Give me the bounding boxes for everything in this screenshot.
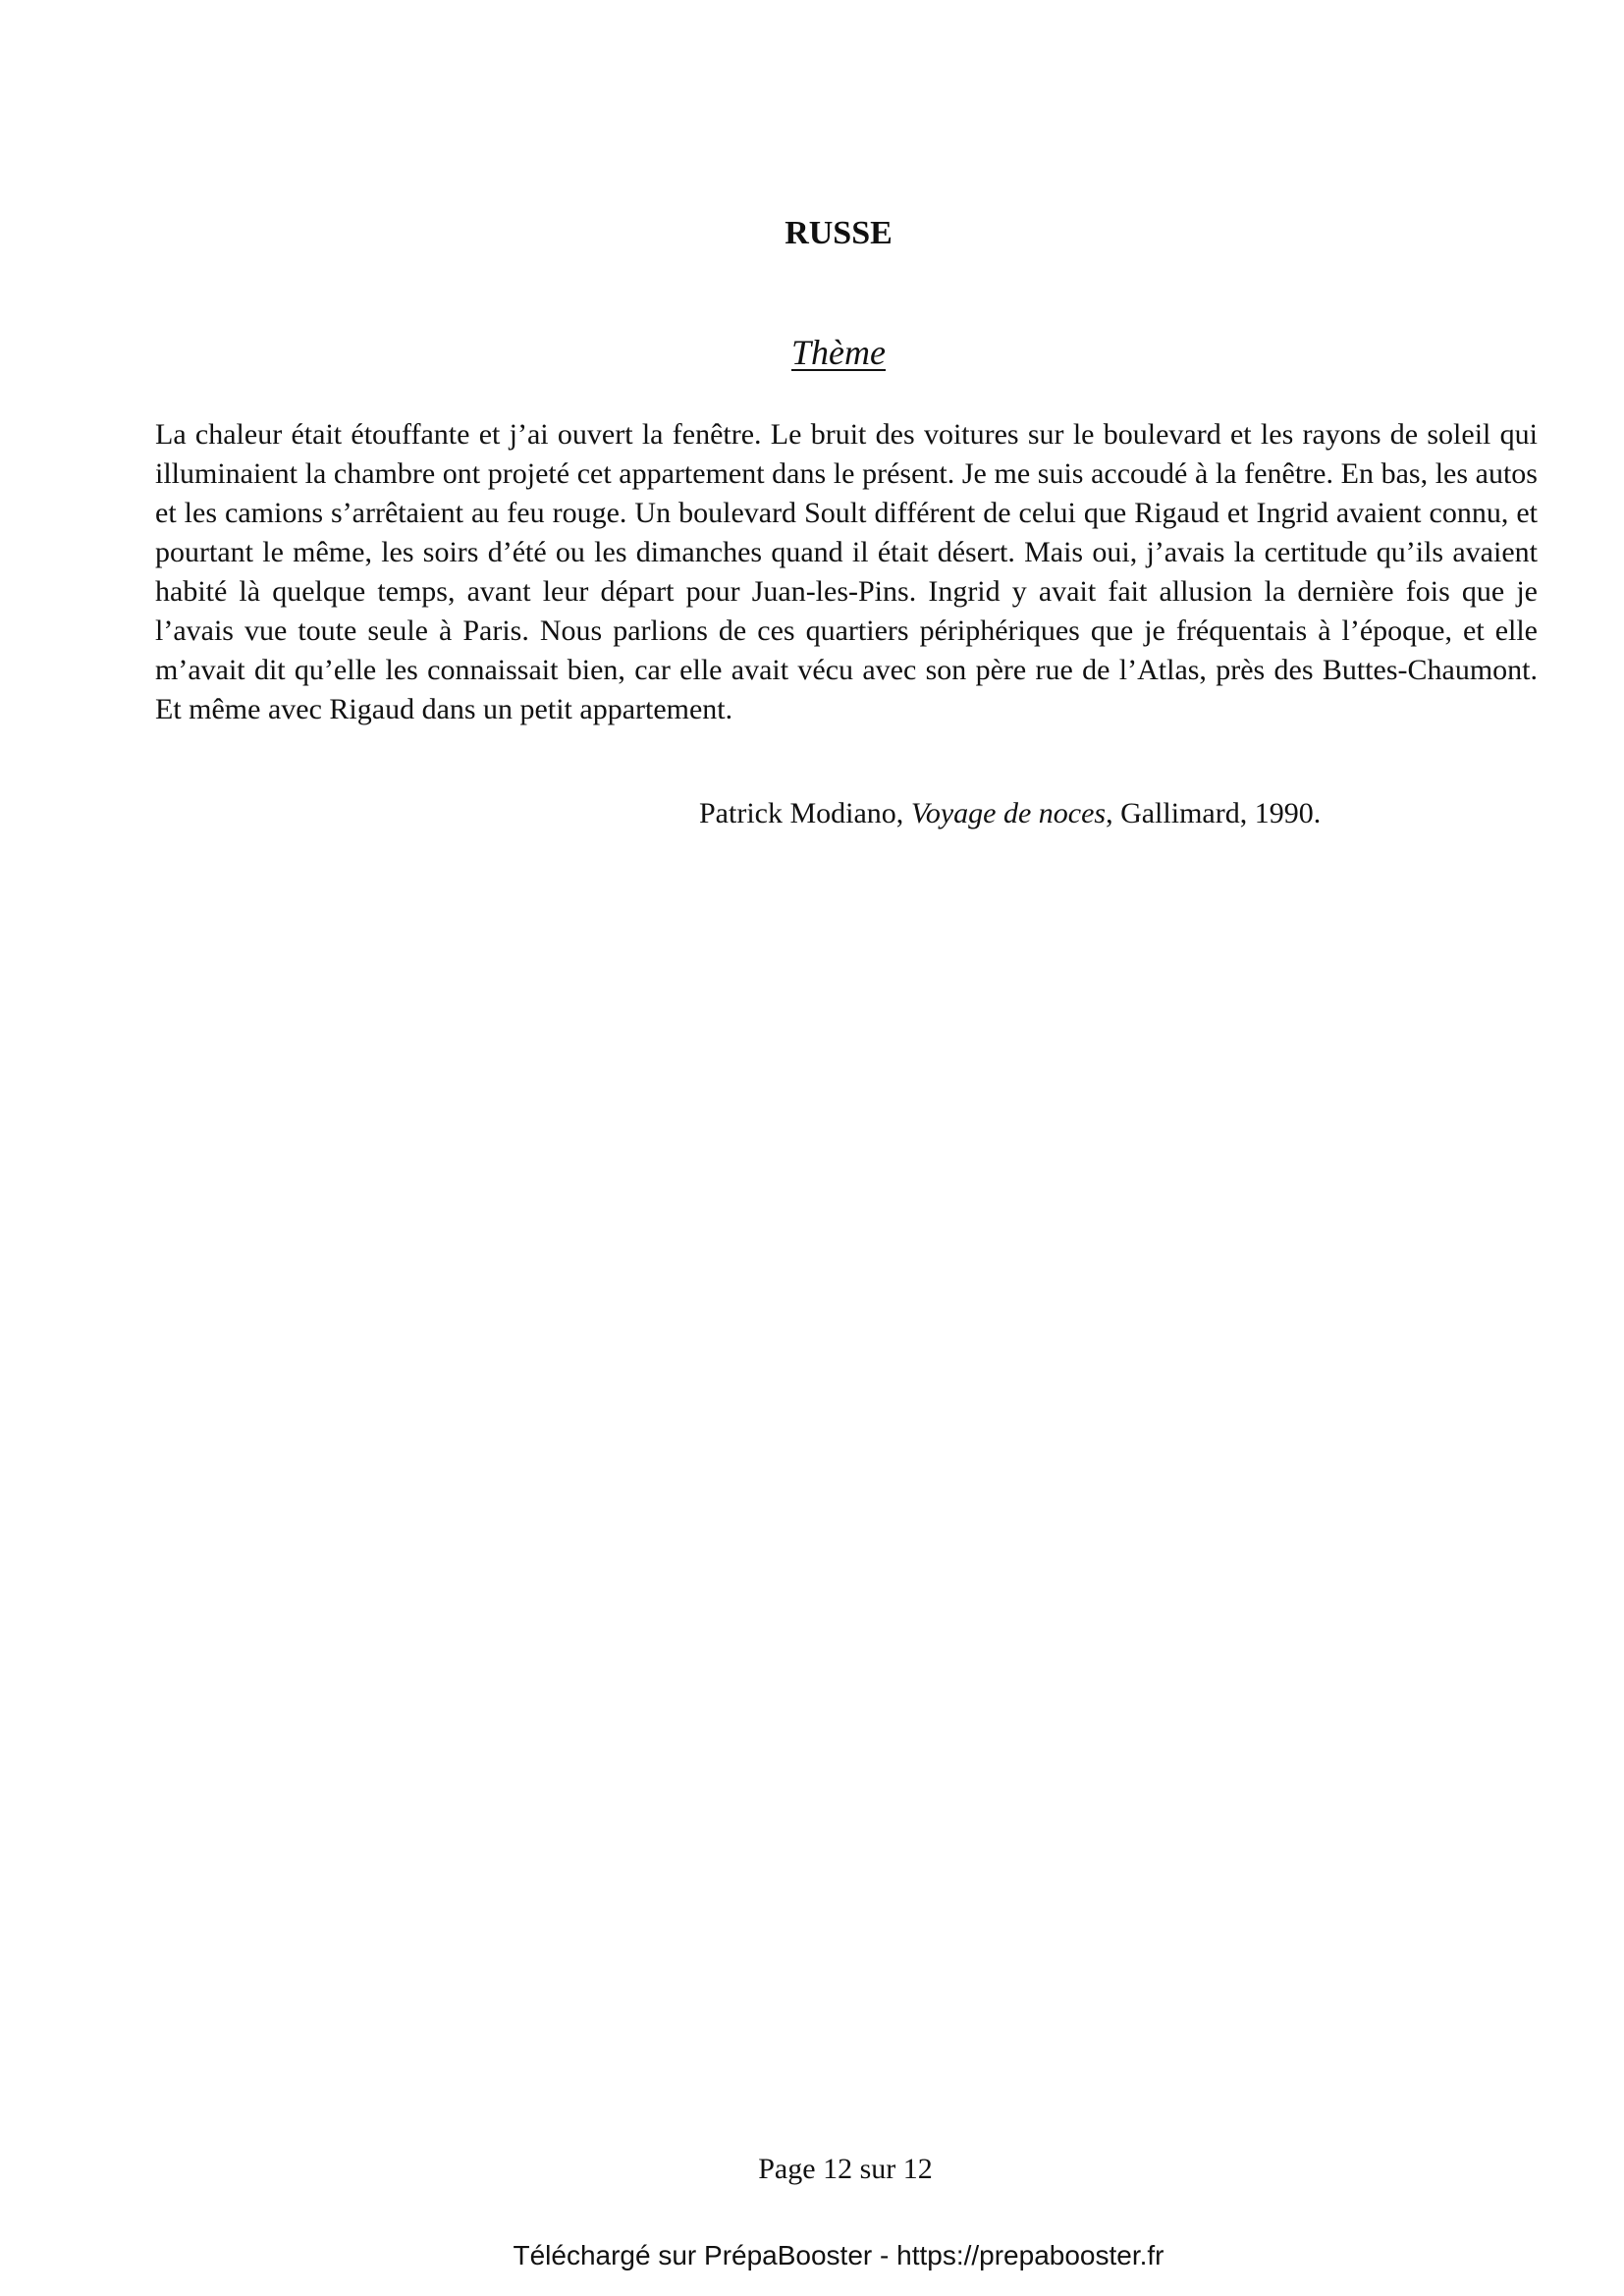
section-title: Thème: [791, 333, 886, 372]
citation-work-title: Voyage de noces: [910, 797, 1107, 829]
page-title: RUSSE: [785, 215, 893, 251]
citation-publisher-year: , Gallimard, 1990.: [1106, 797, 1322, 829]
download-footer: Téléchargé sur PrépaBooster - https://prepabooster.fr: [513, 2240, 1164, 2270]
citation: [699, 794, 1485, 833]
passage-text: La chaleur était étouffante et j’ai ouvert la fenêtre. Le bruit des voitures sur le boulevard et les rayons de soleil qui illuminaient la chambre ont projeté cet appartement dans le présent. Je me suis accoudé à la fenêtre. En bas, les autos et les camions s’arrêtaient au feu rouge. Un boulevard Soult différent de celui que Rigaud et Ingrid avaient connu, et pourtant le même, les soirs d’été ou les dimanches quand il était désert. Mais oui, j’avais la certitude qu’ils avaient habité là quelque temps, avant leur départ pour Juan-les-Pins. Ingrid y avait fait allusion la dernière fois que je l’avais vue toute seule à Paris. Nous parlions de ces quartiers périphériques que je fréquentais à l’époque, et elle m’avait dit qu’elle les connaissait bien, car elle avait vécu avec son père rue de l’Atlas, près des Buttes-Chaumont. Et même avec Rigaud dans un petit appartement.: [155, 418, 1538, 725]
page-number: Page 12 sur 12: [758, 2153, 933, 2185]
citation-author: Patrick Modiano,: [699, 797, 911, 829]
